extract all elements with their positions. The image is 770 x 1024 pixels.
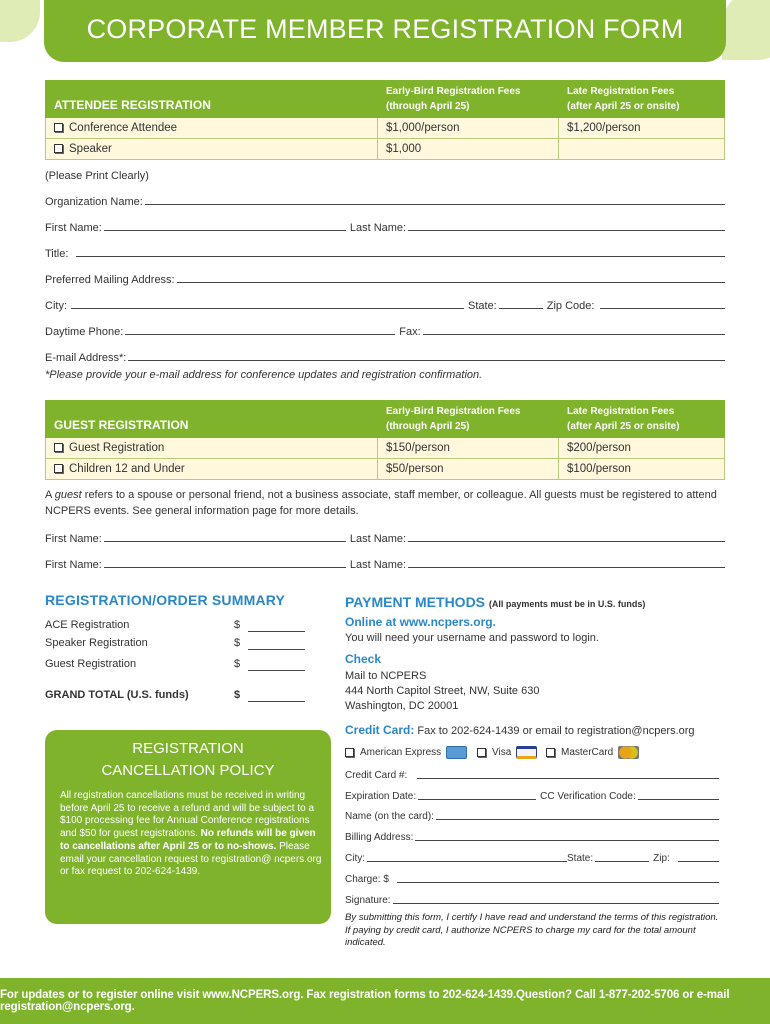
checkbox[interactable] xyxy=(54,123,63,132)
checkbox[interactable] xyxy=(54,464,63,473)
table-header-row xyxy=(46,81,725,118)
grand-total-input-line[interactable] xyxy=(248,701,305,702)
field-label: Title: xyxy=(45,248,69,260)
summary-row xyxy=(45,619,305,633)
option-mastercard[interactable] xyxy=(546,746,639,759)
summary-label: Guest Registration xyxy=(45,658,137,670)
early-fee: $1,000 xyxy=(378,139,559,160)
billing-zip-input-line[interactable] xyxy=(678,861,719,862)
organization-input-line[interactable] xyxy=(145,204,725,205)
expiration-cvc-row xyxy=(345,788,719,802)
field-label: Billing Address: xyxy=(345,832,414,843)
guest-last-name-input-line[interactable] xyxy=(408,541,725,542)
credit-card-text: Fax to 202-624-1439 or email to registration@ncpers.org xyxy=(417,725,695,737)
late-fee-header-line: (after April 25 or onsite) xyxy=(567,101,680,112)
field-label: Credit Card #: xyxy=(345,770,408,781)
card-option-label: American Express xyxy=(360,747,442,758)
city-input-line[interactable] xyxy=(71,308,464,309)
field-label: First Name: xyxy=(45,533,102,545)
guest-registration-table xyxy=(45,400,725,480)
billing-state-input-line[interactable] xyxy=(595,861,649,862)
text: Please email your cancellation request to registration@ ncpers.org or fax request to 202-624-1439. xyxy=(60,840,322,878)
guest-first-name-input-line[interactable] xyxy=(104,567,346,568)
mastercard-card-icon xyxy=(618,746,639,759)
late-fee: $200/person xyxy=(559,438,725,459)
option-label: Conference Attendee xyxy=(69,122,178,134)
guest-definition xyxy=(45,487,735,519)
early-fee-header-line: Early-Bird Registration Fees xyxy=(386,406,521,417)
early-fee-header xyxy=(378,401,559,438)
payment-methods-title xyxy=(345,594,645,610)
field-label: Signature: xyxy=(345,895,391,906)
guest-name-row xyxy=(45,555,725,571)
amount-input-line[interactable] xyxy=(248,670,305,671)
page-footer xyxy=(0,978,770,1024)
amount-input-line[interactable] xyxy=(248,649,305,650)
early-fee: $150/person xyxy=(378,438,559,459)
fax-input-line[interactable] xyxy=(423,334,725,335)
expiration-input-line[interactable] xyxy=(418,799,536,800)
emphasis: guest xyxy=(54,489,82,501)
attendee-registration-table xyxy=(45,80,725,160)
section-title: ATTENDEE REGISTRATION xyxy=(46,81,378,118)
field-label: Charge: $ xyxy=(345,874,389,885)
address-line: Washington, DC 20001 xyxy=(345,700,459,712)
late-fee-header-line: (after April 25 or onsite) xyxy=(567,421,680,432)
online-payment-title: Online at www.ncpers.org. xyxy=(345,615,496,629)
certification-statement: By submitting this form, I certify I have read and understand the terms of this registration. If paying by credit card, I authorize NCPERS to charge my card for the total amount indicated. xyxy=(345,912,719,948)
checkbox[interactable] xyxy=(546,748,555,757)
early-fee: $1,000/person xyxy=(378,118,559,139)
field-label: City: xyxy=(45,300,67,312)
bold-text: No refunds will be given to cancellations after April 25 or to no-shows. xyxy=(60,828,316,852)
title-input-line[interactable] xyxy=(76,256,725,257)
cancellation-policy-text xyxy=(60,790,322,879)
payment-title-text: PAYMENT METHODS xyxy=(345,594,486,610)
check-payment-title: Check xyxy=(345,652,382,666)
table-row xyxy=(46,459,725,480)
grand-total-label: GRAND TOTAL (U.S. funds) xyxy=(45,689,189,701)
summary-label: Speaker Registration xyxy=(45,637,148,649)
card-number-input-line[interactable] xyxy=(417,778,719,779)
mailing-address-input-line[interactable] xyxy=(177,282,725,283)
summary-label: ACE Registration xyxy=(45,619,130,631)
card-number-field[interactable] xyxy=(345,767,719,781)
early-fee-header-line: Early-Bird Registration Fees xyxy=(386,86,521,97)
guest-name-row xyxy=(45,529,725,545)
late-fee-header-line: Late Registration Fees xyxy=(567,86,675,97)
city-state-zip-row xyxy=(45,296,725,312)
early-fee-header xyxy=(378,81,559,118)
option-label: Guest Registration xyxy=(69,442,165,454)
field-label: Zip: xyxy=(653,853,670,864)
option-american-express[interactable] xyxy=(345,746,467,759)
payment-title-note: (All payments must be in U.S. funds) xyxy=(488,599,646,609)
field-label: Name (on the card): xyxy=(345,811,434,822)
cardholder-name-field[interactable] xyxy=(345,808,719,822)
online-payment-text: You will need your username and password to login. xyxy=(345,632,599,644)
billing-address-input-line[interactable] xyxy=(415,840,719,841)
grand-total-row xyxy=(45,689,305,703)
dollar-sign: $ xyxy=(234,689,241,701)
email-input-line[interactable] xyxy=(128,360,725,361)
title-field[interactable] xyxy=(45,244,725,260)
credit-card-title: Credit Card: xyxy=(345,723,415,737)
checkbox[interactable] xyxy=(54,443,63,452)
cvc-input-line[interactable] xyxy=(638,799,719,800)
late-fee-header xyxy=(559,401,725,438)
cancellation-policy-box xyxy=(45,730,331,924)
table-header-row xyxy=(46,401,725,438)
visa-card-icon xyxy=(516,746,537,759)
address-line: Mail to NCPERS xyxy=(345,670,427,682)
organization-field[interactable] xyxy=(45,192,725,208)
email-field[interactable] xyxy=(45,348,725,364)
signature-input-line[interactable] xyxy=(393,903,719,904)
checkbox[interactable] xyxy=(477,748,486,757)
billing-city-state-zip-row xyxy=(345,850,719,864)
field-label: Zip Code: xyxy=(546,300,595,312)
field-label: First Name: xyxy=(45,222,102,234)
late-fee xyxy=(559,139,725,160)
option-label: Children 12 and Under xyxy=(69,463,185,475)
signature-field[interactable] xyxy=(345,892,719,906)
name-field-row xyxy=(45,218,725,234)
early-fee-header-line: (through April 25) xyxy=(386,421,470,432)
field-label: E-mail Address*: xyxy=(45,352,127,364)
table-row xyxy=(46,118,725,139)
late-fee: $1,200/person xyxy=(559,118,725,139)
option-conference-attendee[interactable] xyxy=(46,118,378,139)
field-label: State: xyxy=(567,853,594,864)
page-title: CORPORATE MEMBER REGISTRATION FORM xyxy=(86,14,684,44)
title-line: CANCELLATION POLICY xyxy=(101,762,275,779)
dollar-sign: $ xyxy=(234,637,241,649)
field-label: City: xyxy=(345,853,365,864)
field-label: Daytime Phone: xyxy=(45,326,124,338)
checkbox[interactable] xyxy=(54,144,63,153)
charge-amount-field[interactable] xyxy=(345,871,719,885)
option-visa[interactable] xyxy=(477,746,537,759)
email-note: *Please provide your e-mail address for conference updates and registration confirmation. xyxy=(45,369,483,381)
field-label: Last Name: xyxy=(349,222,407,234)
checkbox[interactable] xyxy=(345,748,354,757)
phone-fax-row xyxy=(45,322,725,338)
cancellation-policy-title xyxy=(45,738,331,782)
field-label: Last Name: xyxy=(349,533,407,545)
order-summary-title: REGISTRATION/ORDER SUMMARY xyxy=(45,592,286,608)
first-name-input-line[interactable] xyxy=(104,230,346,231)
print-note xyxy=(45,166,725,182)
print-note-text: (Please Print Clearly) xyxy=(45,170,149,182)
mailing-address-field[interactable] xyxy=(45,270,725,286)
billing-address-field[interactable] xyxy=(345,829,719,843)
credit-card-heading xyxy=(345,723,695,739)
billing-city-input-line[interactable] xyxy=(367,861,567,862)
table-row xyxy=(46,139,725,160)
field-label: Last Name: xyxy=(349,559,407,571)
cardholder-name-input-line[interactable] xyxy=(436,819,719,820)
zip-input-line[interactable] xyxy=(600,308,725,309)
late-fee: $100/person xyxy=(559,459,725,480)
option-label: Speaker xyxy=(69,143,112,155)
dollar-sign: $ xyxy=(234,658,241,670)
option-guest-registration[interactable] xyxy=(46,438,378,459)
text: A xyxy=(45,489,55,501)
field-label: CC Verification Code: xyxy=(540,791,636,802)
guest-last-name-input-line[interactable] xyxy=(408,567,725,568)
early-fee: $50/person xyxy=(378,459,559,480)
decorative-leaf xyxy=(722,0,770,60)
section-title: GUEST REGISTRATION xyxy=(46,401,378,438)
late-fee-header-line: Late Registration Fees xyxy=(567,406,675,417)
amount-input-line[interactable] xyxy=(248,631,305,632)
field-label: First Name: xyxy=(45,559,102,571)
text: All registration cancellations must be received in writing before April 25 to receive a refund and will be subject to a $100 processing fee for Annual Conference registrations and $50 for guest registrations. xyxy=(60,790,315,840)
charge-amount-input-line[interactable] xyxy=(397,882,719,883)
footer-text: For updates or to register online visit www.NCPERS.org. Fax registration forms to 202-624-1439.Question? Call 1-877-202-5706 or e-mail registration@ncpers.org. xyxy=(0,989,730,1013)
early-fee-header-line: (through April 25) xyxy=(386,101,470,112)
guest-first-name-input-line[interactable] xyxy=(104,541,346,542)
title-line: REGISTRATION xyxy=(132,740,244,757)
card-option-label: MasterCard xyxy=(561,747,614,758)
table-row xyxy=(46,438,725,459)
field-label: Expiration Date: xyxy=(345,791,417,802)
late-fee-header xyxy=(559,81,725,118)
field-label: Organization Name: xyxy=(45,196,143,208)
option-speaker[interactable] xyxy=(46,139,378,160)
card-option-label: Visa xyxy=(492,747,512,758)
state-input-line[interactable] xyxy=(499,308,543,309)
field-label: State: xyxy=(468,300,497,312)
check-mailing-address xyxy=(345,669,539,714)
page-header xyxy=(0,0,770,64)
summary-row xyxy=(45,658,305,672)
field-label: Fax: xyxy=(399,326,421,338)
option-children-12-and-under[interactable] xyxy=(46,459,378,480)
text: refers to a spouse or personal friend, not a business associate, staff member, or colleague. All guests must be registered to attend NCPERS events. See general information page for more details. xyxy=(45,489,717,517)
last-name-input-line[interactable] xyxy=(408,230,725,231)
phone-input-line[interactable] xyxy=(125,334,395,335)
field-label: Preferred Mailing Address: xyxy=(45,274,175,286)
decorative-leaf xyxy=(0,0,40,42)
dollar-sign: $ xyxy=(234,619,241,631)
amex-card-icon xyxy=(446,746,467,759)
address-line: 444 North Capitol Street, NW, Suite 630 xyxy=(345,685,540,697)
summary-row xyxy=(45,637,305,651)
